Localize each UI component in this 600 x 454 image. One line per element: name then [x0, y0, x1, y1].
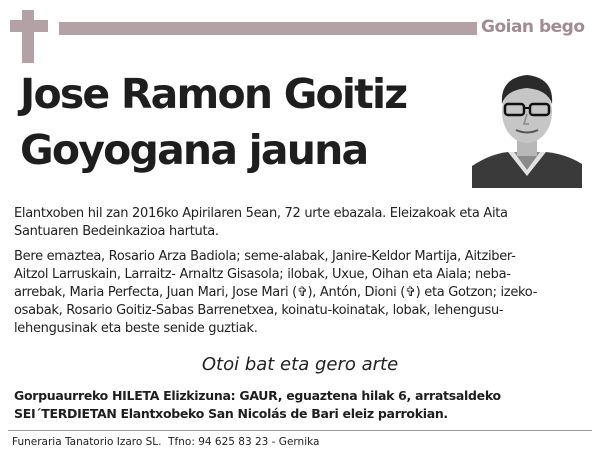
funeral-line: Gorpuaurreko HILETA Elizkizuna: GAUR, eguaztena hilak 6, arratsaldeko — [14, 388, 501, 403]
paragraph-line: osabak, Rosario Goitiz-Sabas Barrenetxea, koinatu-koinatak, lobak, lehengusu- — [14, 303, 504, 318]
prayer-line: Otoi bat eta gero arte — [201, 354, 399, 375]
family-paragraph — [14, 248, 586, 338]
paragraph-line: Aitzol Larruskain, Larraitz- Arnaltz Gisasola; ilobak, Uxue, Oihan eta Aiala; neba- — [14, 267, 511, 282]
paragraph-line: lehengusinak eta beste senide guztiak. — [14, 321, 258, 336]
name-line-2: Goyogana jauna — [20, 126, 368, 174]
goian-bego-tag: Goian bego — [481, 17, 585, 37]
deceased-name — [20, 66, 470, 178]
header-bar — [59, 22, 477, 35]
portrait-photo — [472, 58, 582, 188]
cross-icon-vertical — [22, 10, 34, 63]
death-notice-paragraph — [14, 205, 586, 241]
paragraph-line: Santuaren Bedeinkazioa hartuta. — [14, 224, 219, 239]
funeral-home-footer: Funeraria Tanatorio Izaro SL. Tfno: 94 625 83 23 - Gernika — [12, 436, 320, 448]
paragraph-line: arrebak, Maria Perfecta, Juan Mari, Jose Mari (✞), Antón, Dioni (✞) eta Gotzon; izeko- — [14, 285, 538, 300]
footer-divider — [8, 430, 592, 431]
funeral-info — [14, 387, 586, 423]
cross-icon-horizontal — [10, 20, 48, 32]
paragraph-line: Bere emaztea, Rosario Arza Badiola; seme-alabak, Janire-Keldor Martija, Aitziber- — [14, 249, 516, 264]
paragraph-line: Elantxoben hil zan 2016ko Apirilaren 5ean, 72 urte ebazala. Eleizakoak eta Aita — [14, 206, 508, 221]
name-line-1: Jose Ramon Goitiz — [20, 70, 407, 118]
portrait-illustration — [472, 58, 582, 188]
funeral-line: SEI´TERDIETAN Elantxobeko San Nicolás de Bari eleiz parrokian. — [14, 406, 448, 421]
